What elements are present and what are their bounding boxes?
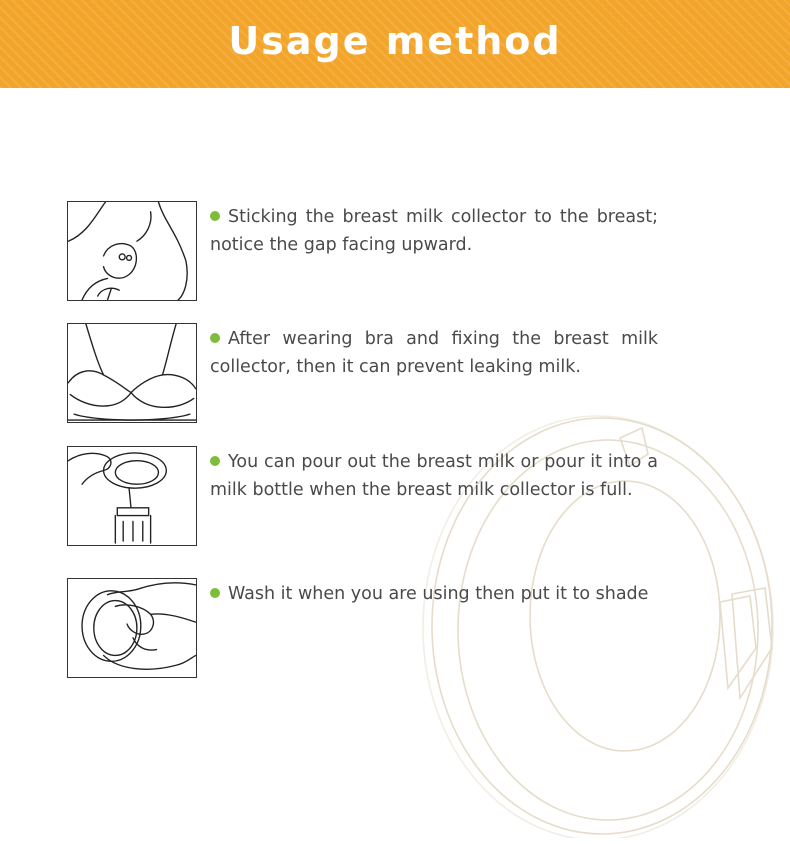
pour-into-bottle-illustration xyxy=(67,446,197,546)
washing-collector-illustration xyxy=(67,578,197,678)
step-2-text: After wearing bra and fixing the breast milk collector, then it can prevent leaking milk. xyxy=(210,329,658,377)
bullet-icon xyxy=(210,211,220,221)
bullet-icon xyxy=(210,588,220,598)
bullet-icon xyxy=(210,333,220,343)
page-title: Usage method xyxy=(228,19,562,63)
collector-on-breast-illustration xyxy=(67,201,197,301)
step-4-text: Wash it when you are using then put it to shade xyxy=(210,580,658,608)
bra-worn-illustration xyxy=(67,323,197,423)
header-banner xyxy=(0,0,790,88)
bullet-icon xyxy=(210,456,220,466)
step-1-text: Sticking the breast milk collector to the breast; notice the gap facing upward. xyxy=(210,207,658,255)
step-3-text: You can pour out the breast milk or pour it into a milk bottle when the breast milk collector is full. xyxy=(210,452,658,500)
